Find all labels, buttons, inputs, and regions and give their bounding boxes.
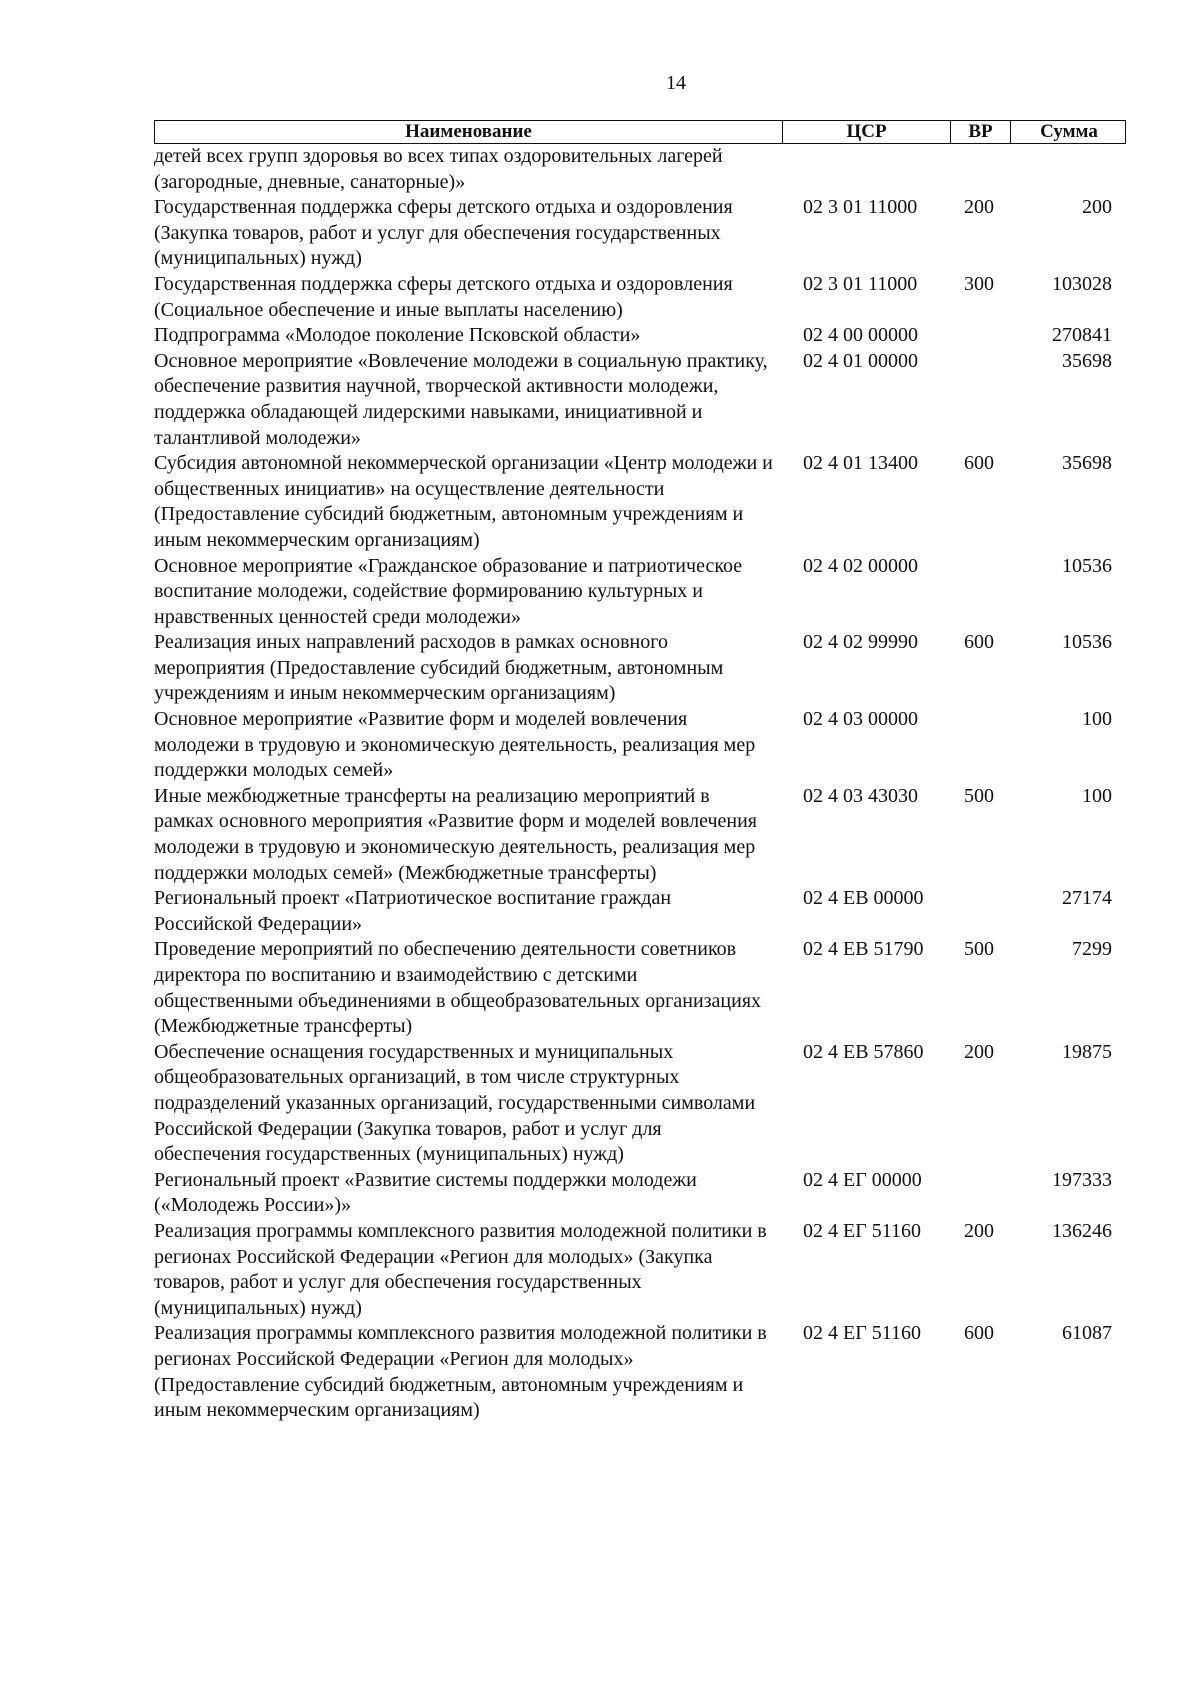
table-row [154,630,1126,707]
table-row [154,1040,1126,1168]
row-vr [949,886,1009,937]
row-vr: 600 [964,631,994,654]
row-vr: 200 [964,1040,994,1063]
row-csr: 02 4 ЕВ 57860 [803,1040,924,1063]
row-csr: 02 4 03 43030 [803,784,918,807]
row-csr: 02 4 02 00000 [803,554,918,577]
row-vr [949,323,1009,349]
row-csr: 02 4 02 99990 [803,631,918,654]
row-name: Иные межбюджетные трансферты на реализацию мероприятий в рамках основного мероприятия «Развитие форм и моделей вовлечения молодежи в трудовую и экономическую деятельность, реализация мер поддержки молодых семей» (Межбюджетные трансферты) [154,784,757,884]
row-csr: 02 4 03 00000 [803,708,918,731]
row-vr [949,1168,1009,1219]
row-sum: 10536 [1062,631,1112,654]
table-row [154,1321,1126,1423]
row-sum: 270841 [1052,324,1112,347]
table-row [154,707,1126,784]
row-csr [781,144,949,195]
table-row [154,554,1126,631]
row-name: Основное мероприятие «Вовлечение молодежи в социальную практику, обеспечение развития научной, творческой активности молодежи, поддержка обладающей лидерскими навыками, инициативной и талантливой молодежи» [154,349,768,449]
row-vr [949,554,1009,631]
row-sum: 19875 [1062,1040,1112,1063]
table-row [154,144,1126,195]
row-sum: 136246 [1052,1219,1112,1242]
row-sum: 100 [1082,708,1112,731]
row-sum: 103028 [1052,272,1112,295]
row-sum: 10536 [1062,554,1112,577]
row-name: Государственная поддержка сферы детского отдыха и оздоровления (Закупка товаров, работ и услуг для обеспечения государственных (муниципальных) нужд) [154,196,733,270]
header-vr: ВР [950,121,1010,143]
row-name: Государственная поддержка сферы детского отдыха и оздоровления (Социальное обеспечение и иные выплаты населению) [154,272,733,321]
row-csr: 02 4 01 00000 [803,349,918,372]
row-csr: 02 4 ЕГ 51160 [803,1219,922,1242]
row-vr [949,349,1009,451]
row-name: Реализация иных направлений расходов в рамках основного мероприятия (Предоставление субсидий бюджетным, автономным учреждениям и иным некоммерческим организациям) [154,631,724,705]
row-csr: 02 4 ЕВ 00000 [803,887,924,910]
header-sum: Сумма [1010,121,1127,143]
table-row [154,886,1126,937]
row-sum: 7299 [1072,938,1112,961]
row-vr: 600 [964,1322,994,1345]
row-name: Региональный проект «Развитие системы поддержки молодежи («Молодежь России»)» [154,1168,697,1217]
row-sum: 35698 [1062,452,1112,475]
row-name: Региональный проект «Патриотическое воспитание граждан Российской Федерации» [154,887,672,935]
table-row [154,195,1126,272]
row-name: Проведение мероприятий по обеспечению деятельности советников директора по воспитанию и взаимодействию с детскими общественными объединениями в общеобразовательных организациях (Межбюджетные трансферты) [154,938,762,1038]
row-name: Подпрограмма «Молодое поколение Псковской области» [154,324,641,347]
row-sum: 61087 [1062,1322,1112,1345]
row-vr [949,707,1009,784]
row-name: Реализация программы комплексного развития молодежной политики в регионах Российской Федерации «Регион для молодых» (Предоставление субсидий бюджетным, автономным учреждениям и иным некоммерческим организациям) [154,1322,767,1422]
row-csr: 02 4 ЕГ 51160 [803,1322,922,1345]
table-body [154,144,1126,1424]
budget-table [154,120,1126,1424]
row-vr: 500 [964,938,994,961]
table-header [154,120,1126,144]
table-row [154,349,1126,451]
table-row [154,1168,1126,1219]
table-row [154,937,1126,1039]
row-sum: 197333 [1052,1168,1112,1191]
page-number: 14 [666,72,686,94]
row-vr: 200 [964,1219,994,1242]
table-row [154,451,1126,553]
row-name: Субсидия автономной некоммерческой организации «Центр молодежи и общественных инициатив» на осуществление деятельности (Предоставление субсидий бюджетным, автономным учреждениям и иным некоммерческим организациям) [154,452,773,551]
row-name: Основное мероприятие «Развитие форм и моделей вовлечения молодежи в трудовую и экономическую деятельность, реализация мер поддержки молодых семей» [154,708,756,782]
row-csr: 02 4 ЕВ 51790 [803,938,924,961]
row-csr: 02 4 01 13400 [803,452,918,475]
header-name: Наименование [405,121,532,142]
row-sum [1009,144,1126,195]
row-name: детей всех групп здоровья во всех типах оздоровительных лагерей (загородные, дневные, санаторные)» [154,145,723,193]
row-vr: 200 [964,196,994,219]
table-row [154,1219,1126,1321]
row-vr: 600 [964,452,994,475]
table-row [154,323,1126,349]
table-row [154,272,1126,323]
row-sum: 27174 [1062,887,1112,910]
row-sum: 35698 [1062,349,1112,372]
table-row [154,784,1126,886]
row-csr: 02 3 01 11000 [803,196,918,219]
row-csr: 02 4 00 00000 [803,324,918,347]
row-name: Реализация программы комплексного развития молодежной политики в регионах Российской Федерации «Регион для молодых» (Закупка товаров, работ и услуг для обеспечения государственных (муниципальных) нужд) [154,1219,767,1319]
row-csr: 02 4 ЕГ 00000 [803,1168,922,1191]
row-sum: 100 [1082,784,1112,807]
header-csr: ЦСР [782,121,950,143]
row-vr: 500 [964,784,994,807]
row-name: Основное мероприятие «Гражданское образование и патриотическое воспитание молодежи, содействие формированию культурных и нравственных ценностей среди молодежи» [154,554,743,628]
row-vr [949,144,1009,195]
row-vr: 300 [964,272,994,295]
row-sum: 200 [1082,196,1112,219]
row-csr: 02 3 01 11000 [803,272,918,295]
row-name: Обеспечение оснащения государственных и муниципальных общеобразовательных организаций, в том числе структурных подразделений указанных организаций, государственными символами Российской Федерации (Закупка товаров, работ и услуг для обеспечения государственных (муниципальных) нужд) [154,1040,756,1166]
